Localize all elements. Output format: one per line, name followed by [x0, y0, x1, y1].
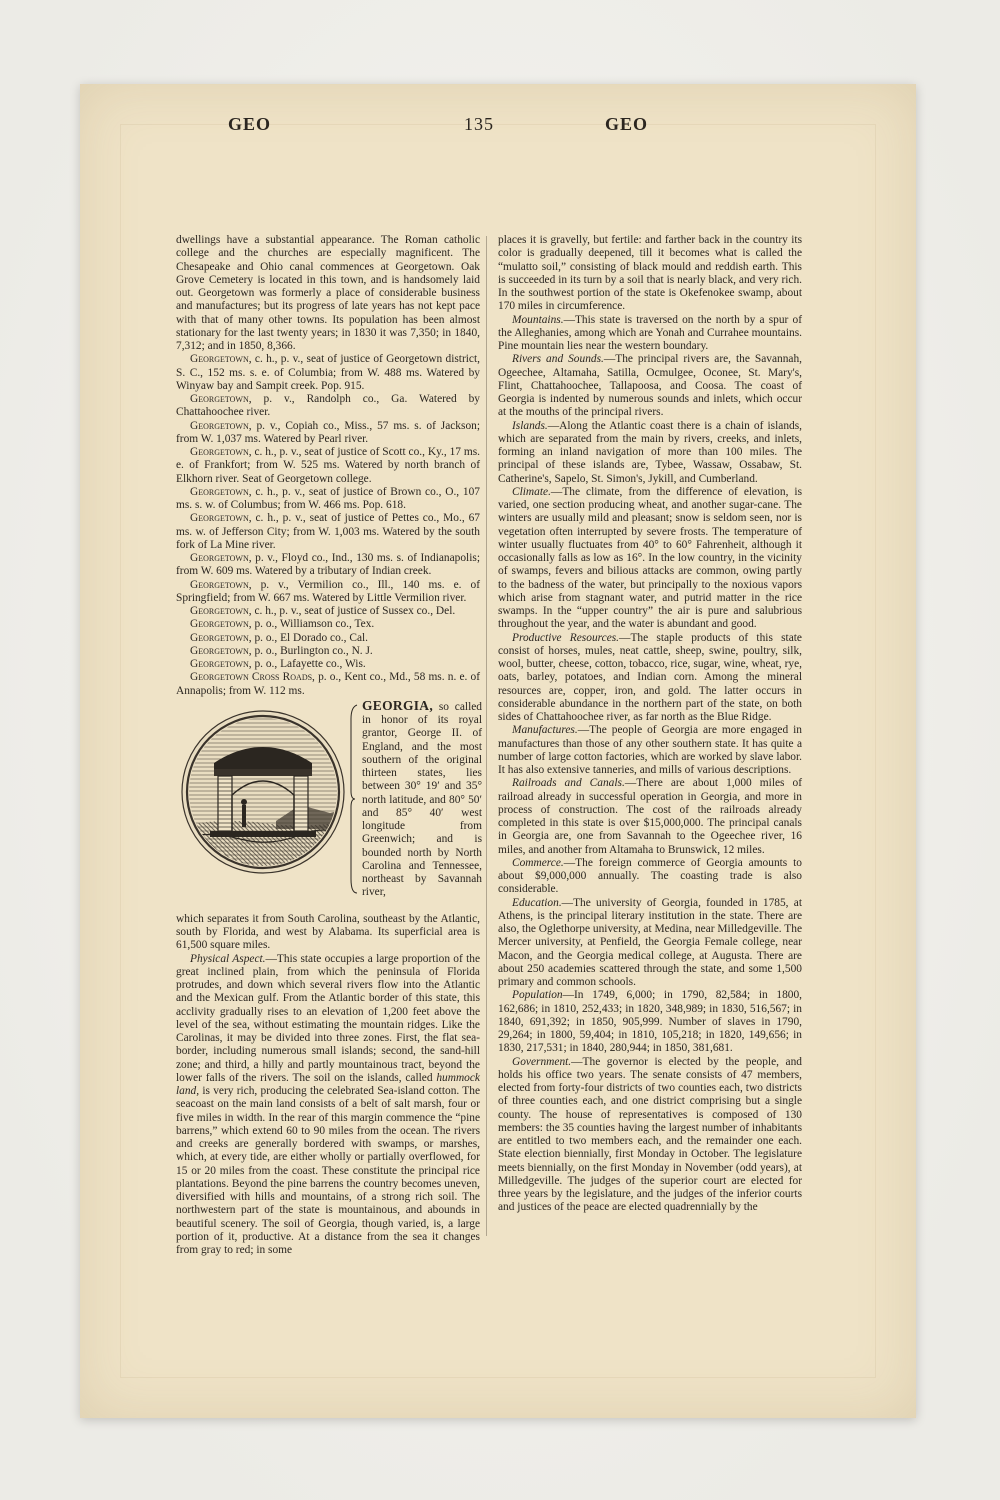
running-head-left: GEO [228, 114, 272, 134]
section-label: Railroads and Canals. [512, 777, 625, 790]
gazetteer-entry [176, 393, 480, 420]
entry-name: Georgetown, [190, 578, 252, 591]
right-column [498, 234, 802, 1215]
column-rule [486, 236, 487, 1236]
gazetteer-entry [176, 552, 480, 579]
entry-name: Georgetown, [190, 393, 252, 405]
gazetteer-entry [176, 486, 480, 513]
section-commerce [498, 857, 802, 897]
section-government [498, 1056, 802, 1215]
gazetteer-entry [176, 512, 480, 552]
entry-text: p. o., Burlington co., N. J. [251, 644, 373, 657]
georgia-entry-block [176, 699, 480, 913]
entry-name: Georgetown, [190, 631, 252, 644]
gazetteer-entry [176, 618, 480, 631]
entry-name: Georgetown, [190, 446, 252, 458]
entry-text: p. v., Copiah co., Miss., 57 ms. s. of Jackson; from W. 1,037 ms. Watered by Pearl river. [176, 419, 480, 445]
section-mountains [498, 314, 802, 354]
entry-name: Georgetown, [190, 552, 252, 564]
section-label: Government. [512, 1055, 572, 1068]
page-number: 135 [464, 114, 494, 134]
entry-name: Georgetown, [190, 512, 252, 525]
left-column [176, 234, 480, 1257]
entry-name: Georgetown Cross Roads, [190, 671, 315, 684]
physical-aspect-section [176, 953, 480, 1258]
entry-text: p. o., Lafayette co., Wis. [251, 658, 366, 670]
section-label: Climate. [512, 485, 551, 498]
section-label: Mountains. [512, 313, 564, 326]
entry-text: c. h., p. v., seat of justice of Scott co., Ky., 17 ms. e. of Frankfort; from W. 525 ms. Watered by north branch of Elkhorn river. Seat of Georgetown college. [176, 446, 480, 485]
gazetteer-entry [176, 420, 480, 447]
section-label: Manufactures. [512, 724, 578, 737]
bracket-ornament [349, 703, 359, 895]
entry-name: Georgetown, [190, 644, 252, 657]
entry-name: Georgetown, [190, 419, 252, 432]
entry-text: c. h., p. v., seat of justice of Sussex co., Del. [251, 605, 456, 617]
georgia-beside-text: so called in honor of its royal grantor, George II. of England, and the most southern of the original thirteen states, lies between 30° 19′ and 35° north latitude, and 80° 50′ and 85° 40′ west longitude from Greenwich; and is bounded north by North Carolina and Tennessee, northeast by Savannah river, [362, 700, 482, 899]
section-text: —The foreign commerce of Georgia amounts to about $9,000,000 annually. The coasting trade is also considerable. [498, 856, 802, 896]
section-label: Education. [512, 896, 562, 909]
georgia-seal-engraving [180, 709, 346, 875]
section-text-cont: is very rich, producing the celebrated Sea-island cotton. The seacoast on the main land consists of a belt of salt marsh, four or five miles in width. In the rear of this margin commence the “pine barrens,” which extend 60 to 90 miles from the ocean. The rivers and creeks are generally bordered with swamps, or marshes, which, at every tide, are either wholly or partially overflowed, for 15 or 20 miles from the coast. These constitute the principal rice plantations. Beyond the pine barrens the country becomes uneven, diversified with hills and mountains, of a strong rich soil. The northwestern part of the state is mountainous, and abounds in beautiful scenery. The soil of Georgia, though varied, is, a large portion of it, productive. At a distance from the sea it changes from gray to red; in some [176, 1085, 480, 1256]
section-productive-resources [498, 632, 802, 725]
entry-text: c. h., p. v., seat of justice of Brown co., O., 107 ms. s. w. of Columbus; from W. 466 ms. Pop. 618. [176, 485, 480, 511]
gazetteer-entry [176, 579, 480, 606]
running-head [228, 114, 648, 144]
gazetteer-entry [176, 658, 480, 671]
entry-text: p. o., Kent co., Md., 58 ms. n. e. of Annapolis; from W. 112 ms. [176, 671, 481, 697]
gazetteer-entry [176, 632, 480, 645]
gazetteer-entry [176, 446, 480, 486]
section-text: —The climate, from the difference of elevation, is varied, one section producing wheat, and another sugar-cane. The winters are usually mild and pleasant; snow is seldom seen, nor is vegetation often interrupted by severe frosts. The temperature of winter usually fluctuates from 40° to 60° Fahrenheit, although it occasionally falls as low as 16°. In the low country, in the vicinity of swamps, fevers and bilious attacks are common, owing partly to the badness of the water, but principally to the noxious vapors which arise from stagnant water, and putrid matter in the rice swamps. In the “upper country” the air is pure and salubrious throughout the year, and the water is abundant and good. [498, 485, 802, 631]
section-text: —This state is traversed on the north by a spur of the Alleghanies, among which are Yonah and Currahee mountains. Pine mountain lies near the western boundary. [498, 313, 802, 352]
section-text: —In 1749, 6,000; in 1790, 82,584; in 1800, 162,686; in 1810, 252,433; in 1820, 348,989; in 1830, 516,567; in 1840, 691,392; in 1850, 905,999. Number of slaves in 1790, 29,264; in 1800, 59,404; in 1810, 105,218; in 1820, 149,656; in 1830, 217,531; in 1840, 280,944; in 1850, 381,681. [498, 989, 802, 1055]
georgia-continuation: which separates it from South Carolina, southeast by the Atlantic, south by Florida, and west by Alabama. Its superficial area is 61,500 square miles. [176, 912, 480, 952]
section-text: —The governor is elected by the people, and holds his office two years. The senate consists of 47 members, elected from forty-four districts of two counties each, two districts of three counties each, and one district comprising but a single county. The house of representatives is composed of 130 members: the 35 counties having the largest number of inhabitants are entitled to two members each, and the remainder one each. State election biennially, first Monday in October. The legislature meets biennially, on the first Monday in November (odd years), at Milledgeville. The judges of the superior court are elected for three years by the legislature, and the judges of the inferior courts and justices of the peace are elected quadrennially by the [498, 1055, 802, 1214]
section-label: Islands. [512, 419, 548, 432]
section-railroads [498, 777, 802, 857]
entry-text: c. h., p. v., seat of justice of Pettes co., Mo., 67 ms. w. of Jefferson City; from W. 1,003 ms. Watered by the south fork of La Mine river. [176, 512, 480, 551]
georgetown-continuation: dwellings have a substantial appearance. The Roman catholic college and the churches are especially magnificent. The Chesapeake and Ohio canal commences at Georgetown. Oak Grove Cemetery is located in this town, and is handsomely laid out. Georgetown was formerly a place of considerable business and manufactures; but its progress of late years has not kept pace with that of many other towns. Its population has been almost stationary for the last twenty years; in 1830 it was 7,350; in 1840, 7,312; and in 1850, 8,366. [176, 234, 480, 352]
entry-name: Georgetown, [190, 605, 252, 617]
section-climate [498, 486, 802, 632]
gazetteer-entry [176, 605, 480, 618]
entry-text: p. o., El Dorado co., Cal. [251, 631, 369, 644]
section-text: —The university of Georgia, founded in 1785, at Athens, is the principal literary institution in the state. There are also, the Oglethorpe university, at Medina, near Milledgeville. The Mercer university, at Penfield, the Georgia Female college, near Macon, and the Georgia medical college, at Augusta. There are about 250 academies scattered through the state, and some 1,500 primary and common schools. [498, 896, 802, 988]
section-text: —There are about 1,000 miles of railroad already in successful operation in Georgia, and more in process of construction. The cost of the railroads already completed in this state is over $15,000,000. The principal canals in Georgia are, one from Savannah to the Ogeechee river, 16 miles, and another from Altamaha to Brunswick, 12 miles. [498, 777, 803, 856]
section-text: —This state occupies a large proportion of the great inclined plain, from which the peninsula of Florida protrudes, and down which several rivers flow into the Atlantic and the Mexican gulf. From the Atlantic border of this state, this acclivity gradually rises to an elevation of 1,200 feet above the level of the sea, without estimating the mountain ridges. Like the Carolinas, it may be divided into three zones. First, the flat sea-border, including numerous small islands; second, the sand-hill zone; and third, a hilly and partly mountainous tract, beyond the lower falls of the rivers. The soil on the islands, called [176, 952, 480, 1084]
entry-text: p. v., Randolph co., Ga. Watered by Chattahoochee river. [176, 393, 480, 419]
entry-name: Georgetown, [190, 485, 252, 498]
section-rivers [498, 353, 802, 419]
gazetteer-entry [176, 353, 480, 393]
section-text: —The principal rivers are, the Savannah, Ogeechee, Altamaha, Satilla, Ocmulgee, Oconee, St. Mary's, Flint, Chattahoochee, Tallapoosa, and Coosa. The coast of Georgia is indented by numerous sounds and inlets, which occur at the mouths of the principal rivers. [498, 353, 803, 419]
gazetteer-entry [176, 645, 480, 658]
section-label: Physical Aspect. [190, 952, 266, 965]
entry-text: p. o., Williamson co., Tex. [251, 618, 375, 631]
section-population [498, 989, 802, 1055]
section-text: —The people of Georgia are more engaged in manufactures than those of any other southern state. It has quite a number of large cotton factories, which are worked by slave labor. It has also extensive tanneries, and mills of various descriptions. [498, 724, 802, 776]
entry-name: Georgetown, [190, 658, 252, 670]
georgia-headword: GEORGIA, [362, 697, 434, 713]
entry-text: p. v., Vermilion co., Ill., 140 ms. e. of Springfield; from W. 667 ms. Watered by Little Vermilion river. [176, 578, 480, 604]
entry-name: Georgetown, [190, 353, 252, 366]
section-education [498, 897, 802, 990]
section-manufactures [498, 724, 802, 777]
section-text: —Along the Atlantic coast there is a chain of islands, which are separated from the main by rivers, creeks, and inlets, forming an inland navigation of more than 100 miles. The principal of these islands are, Tybee, Wassaw, Ossabaw, St. Catherine's, Sapelo, St. Simon's, Jykill, and Cumberland. [498, 419, 802, 485]
section-islands [498, 420, 802, 486]
georgia-intro [362, 699, 482, 900]
section-text: —The staple products of this state consist of horses, mules, neat cattle, sheep, swine, poultry, silk, wool, butter, cheese, cotton, tobacco, rice, sugar, wine, wheat, rye, oats, barley, potatoes, and Indian corn. Among the mineral resources are, copper, iron, and gold. The latter occurs in considerable abundance in the northern part of the state, on both sides of Chattahoochee river, as far north as the Blue Ridge. [498, 631, 802, 723]
entry-text: c. h., p. v., seat of justice of Georgetown district, S. C., 152 ms. s. e. of Columbia; from W. 488 ms. Watered by Winyaw bay and Sampit creek. Pop. 915. [176, 353, 480, 392]
running-head-right: GEO [604, 114, 648, 134]
section-label: Rivers and Sounds. [512, 353, 604, 366]
entry-name: Georgetown, [190, 618, 252, 631]
gazetteer-entry [176, 671, 480, 698]
entry-text: p. v., Floyd co., Ind., 130 ms. s. of Indianapolis; from W. 609 ms. Watered by a tributary of Indian creek. [176, 552, 480, 578]
section-label: Population [512, 989, 563, 1002]
section-label: Productive Resources. [512, 631, 620, 644]
hummock-term: hummock land, [176, 1071, 480, 1097]
section-label: Commerce. [512, 856, 564, 869]
soil-continuation: places it is gravelly, but fertile: and farther back in the country its color is gradually deepened, till it becomes what is called the “mulatto soil,” consisting of black mould and reddish earth. This is succeeded in its turn by a soil that is nearly black, and very rich. In the southwest portion of the state is Okefenokee swamp, about 170 miles in circumference. [498, 234, 802, 313]
